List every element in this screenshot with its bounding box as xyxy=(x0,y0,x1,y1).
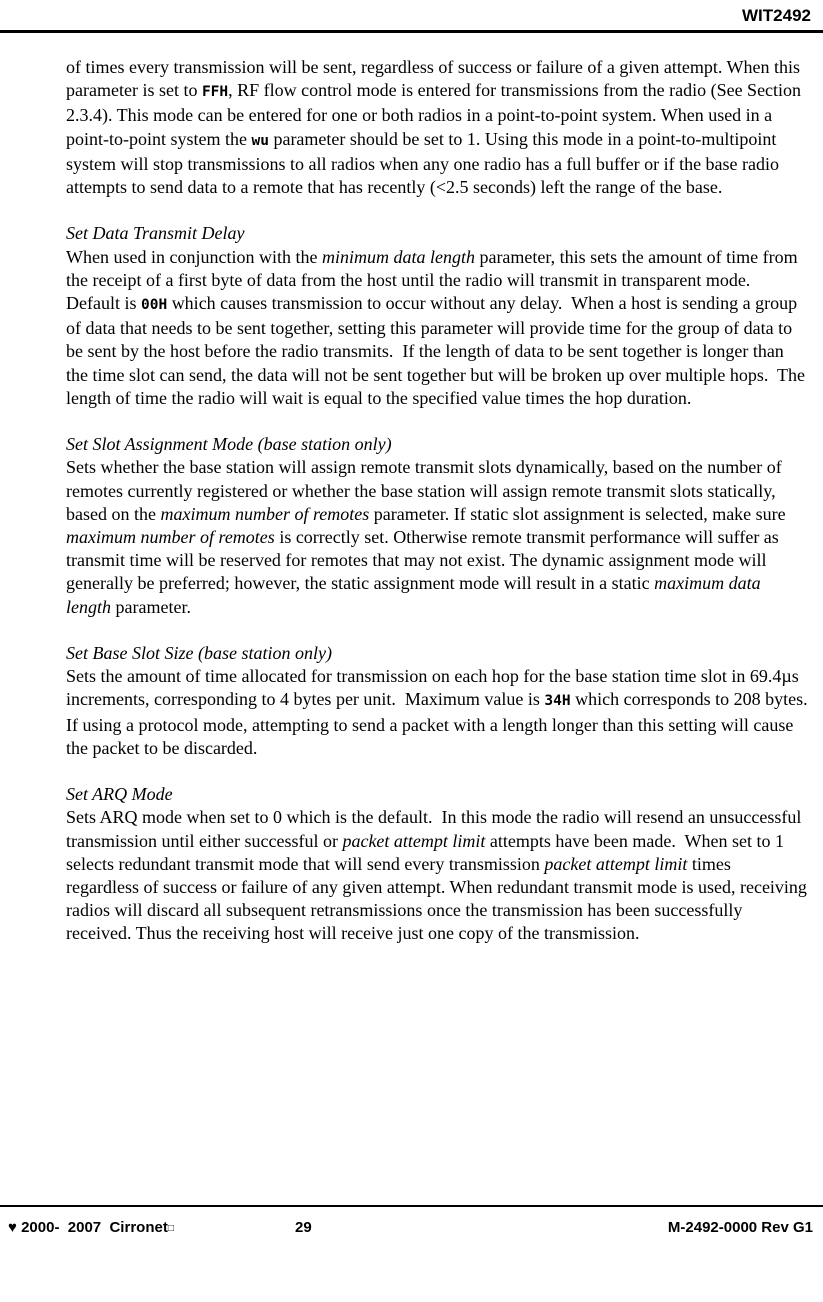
inline-code: 00H xyxy=(140,297,168,314)
trademark-box-glyph: □ xyxy=(167,1223,174,1234)
paragraph xyxy=(66,246,808,410)
section xyxy=(66,222,808,410)
footer-copyright xyxy=(8,1219,174,1236)
footer-doc-ref: M-2492-0000 Rev G1 xyxy=(667,1219,813,1236)
inline-emphasis: maximum number of remotes xyxy=(160,503,370,524)
inline-emphasis: packet attempt limit xyxy=(342,830,486,851)
section-heading: Set ARQ Mode xyxy=(66,784,173,805)
section xyxy=(66,56,808,199)
inline-text: times regardless of success or failure of any given attempt. When redundant transmit mode is used, receiving radios will discard all subsequent retransmissions once the transmission has been successfully received. Thus the receiving host will receive just one copy of the transmission. xyxy=(66,853,812,944)
section xyxy=(66,783,812,945)
inline-text: which corresponds to 208 bytes. If using a protocol mode, attempting to send a packet with a length longer than this setting will cause the packet to be discarded. xyxy=(66,689,813,758)
inline-text: parameter, this sets the amount of time from the receipt of a first byte of data from the host until the radio will transmit in transparent mode. Default is xyxy=(66,246,803,314)
paragraph xyxy=(66,665,813,760)
page-footer xyxy=(8,1217,813,1241)
inline-emphasis: minimum data length xyxy=(321,246,475,267)
footer-rule xyxy=(0,1205,823,1207)
inline-code: 34H xyxy=(544,693,571,710)
inline-text: Sets the amount of time allocated for transmission on each hop for the base station time slot in 69.4µs increments, corresponding to 4 bytes per unit. Maximum value is xyxy=(66,666,804,710)
inline-emphasis: maximum data length xyxy=(66,573,766,617)
inline-code: wu xyxy=(251,132,269,149)
inline-text: parameter should be set to 1. Using this mode in a point-to-multipoint system will stop transmissions to all radios when any one radio has a full buffer or if the base radio attempts to send data to a remote that has recently (<2.5 seconds) left the range of the base. xyxy=(66,128,784,198)
page-header-title: WIT2492 xyxy=(742,6,811,25)
inline-code: FFH xyxy=(201,84,229,101)
inline-text: parameter. If static slot assignment is selected, make sure xyxy=(369,503,791,524)
inline-text: , RF flow control mode is entered for transmissions from the radio (See Section 2.3.4). This mode can be entered for one or both radios in a point-to-point system. When used in a point-to-point system the xyxy=(66,80,806,149)
inline-text: When used in conjunction with the xyxy=(66,246,322,267)
paragraph xyxy=(66,806,812,945)
section-heading: Set Data Transmit Delay xyxy=(66,223,245,244)
document-body xyxy=(66,56,813,969)
footer-page-number: 29 xyxy=(295,1219,312,1236)
inline-text: Sets whether the base station will assign remote transmit slots dynamically, based on the number of remotes currently registered or whether the base station will assign remote transmit slots statically, based on the xyxy=(66,457,787,524)
paragraph xyxy=(66,56,808,199)
inline-emphasis: packet attempt limit xyxy=(544,853,688,874)
inline-text: is correctly set. Otherwise remote transmit performance will suffer as transmit time will be reserved for remotes that may not exist. The dynamic assignment mode will generally be preferred; however, the static assignment mode will result in a static xyxy=(66,527,784,594)
section-heading: Set Base Slot Size (base station only) xyxy=(66,643,332,664)
inline-emphasis: maximum number of remotes xyxy=(66,527,275,548)
inline-text: Sets ARQ mode when set to 0 which is the default. In this mode the radio will resend an unsuccessful transmission until either successful or xyxy=(66,807,806,851)
section xyxy=(66,642,813,760)
section-heading: Set Slot Assignment Mode (base station only) xyxy=(66,434,392,455)
inline-text: attempts have been made. When set to 1 selects redundant transmit mode that will send every transmission xyxy=(66,830,789,874)
inline-text: of times every transmission will be sent, regardless of success or failure of a given attempt. When this parameter is set to xyxy=(66,57,805,101)
section xyxy=(66,433,808,619)
header-rule xyxy=(0,30,823,33)
inline-text: which causes transmission to occur without any delay. When a host is sending a group of data that needs to be sent together, setting this parameter will provide time for the group of data to be sent by the host before the radio transmits. If the length of data to be sent together is longer than the time slot can send, the data will not be sent together but will be broken up over multiple hops. The length of time the radio will wait is equal to the specified value times the hop duration. xyxy=(66,293,810,408)
footer-copyright-text: ♥ 2000- 2007 Cirronet xyxy=(8,1219,168,1236)
inline-text: parameter. xyxy=(111,596,191,617)
paragraph xyxy=(66,456,808,618)
